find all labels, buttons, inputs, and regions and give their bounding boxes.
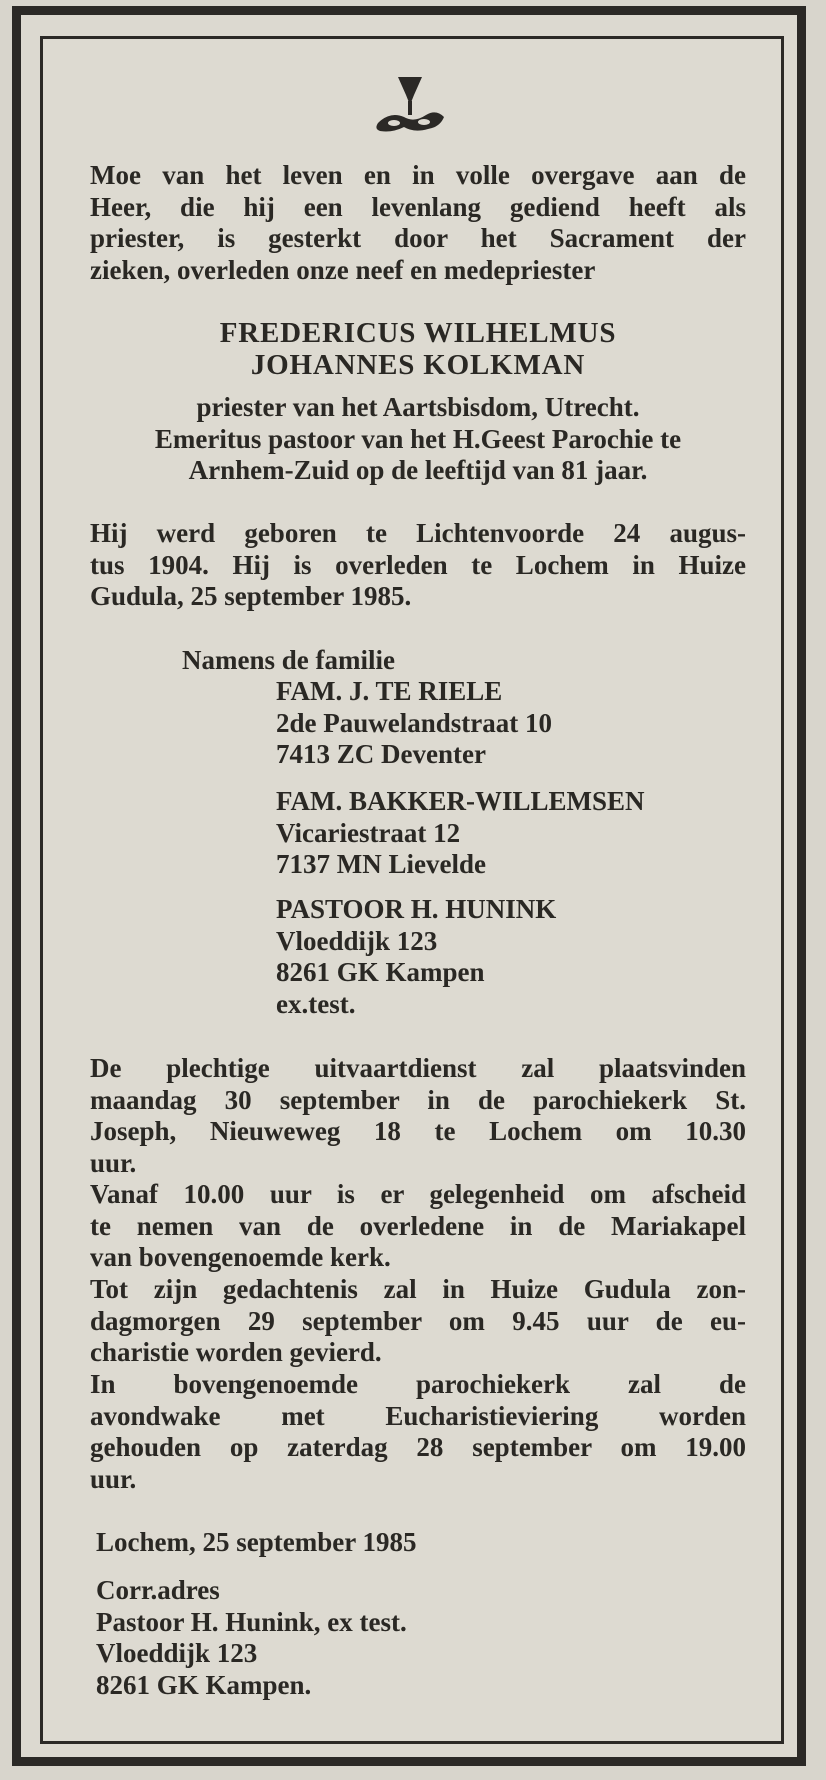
chalice-host-icon xyxy=(370,75,450,137)
family-address-3 xyxy=(276,894,556,1020)
family-note: ex.test. xyxy=(276,988,356,1019)
family-name: FAM. J. TE RIELE xyxy=(276,676,503,706)
vigil-line: gehouden op zaterdag 28 september om 19.00 xyxy=(90,1432,746,1462)
corr-line: Vloeddijk 123 xyxy=(96,1638,258,1668)
place-date: Lochem, 25 september 1985 xyxy=(96,1527,417,1557)
correspondence-address xyxy=(96,1575,752,1701)
birth-line: Gudula, 25 september 1985. xyxy=(90,581,412,611)
birth-line: tus 1904. Hij is overleden te Lochem in Huize xyxy=(90,549,746,580)
corr-line: 8261 GK Kampen. xyxy=(96,1669,312,1700)
name-line: FREDERICUS WILHELMUS xyxy=(219,317,617,349)
role-line: Arnhem-Zuid op de leeftijd van 81 jaar. xyxy=(188,455,648,485)
service-line: Joseph, Nieuweweg 18 te Lochem om 10.30 xyxy=(90,1116,746,1146)
family-street: Vloeddijk 123 xyxy=(276,925,438,956)
role-description xyxy=(90,392,746,487)
vigil-line: avondwake met Eucharistieviering worden xyxy=(90,1400,746,1431)
vigil-paragraph xyxy=(90,1369,746,1495)
family-address-2 xyxy=(276,786,645,881)
family-name: PASTOOR H. HUNINK xyxy=(276,894,557,924)
service-paragraph xyxy=(90,1053,746,1179)
deceased-name xyxy=(90,318,746,381)
vigil-line: In bovengenoemde parochiekerk zal de xyxy=(90,1369,746,1399)
family-street: 2de Pauwelandstraat 10 xyxy=(276,707,552,738)
family-city: 7413 ZC Deventer xyxy=(276,739,486,769)
service-line: De plechtige uitvaartdienst zal plaatsvinden xyxy=(90,1053,746,1083)
intro-paragraph xyxy=(90,160,746,286)
family-city: 8261 GK Kampen xyxy=(276,957,485,987)
family-intro: Namens de familie xyxy=(182,645,395,675)
vigil-line: uur. xyxy=(90,1463,137,1494)
intro-line: Moe van het leven en in volle overgave aan de xyxy=(90,160,746,190)
farewell-line: te nemen van de overledene in de Mariakapel xyxy=(90,1210,746,1241)
farewell-line: Vanaf 10.00 uur is er gelegenheid om afscheid xyxy=(90,1179,746,1209)
farewell-paragraph xyxy=(90,1179,746,1274)
farewell-line: van bovengenoemde kerk. xyxy=(90,1242,391,1272)
birth-paragraph xyxy=(90,518,746,613)
name-line: JOHANNES KOLKMAN xyxy=(250,348,586,381)
family-city: 7137 MN Lievelde xyxy=(276,849,486,879)
intro-line: priester, is gesterkt door het Sacrament der xyxy=(90,223,746,253)
role-line: priester van het Aartsbisdom, Utrecht. xyxy=(196,392,640,422)
intro-line: zieken, overleden onze neef en medepriester xyxy=(90,254,596,285)
memorial-paragraph xyxy=(90,1274,746,1369)
corr-line: Pastoor H. Hunink, ex test. xyxy=(96,1606,407,1637)
intro-line: Heer, die hij een levenlang gediend heeft als xyxy=(90,191,746,222)
family-street: Vicariestraat 12 xyxy=(276,817,461,848)
family-address-1 xyxy=(276,676,552,771)
memorial-line: dagmorgen 29 september om 9.45 uur de eu- xyxy=(90,1305,746,1336)
service-line: uur. xyxy=(90,1147,137,1178)
birth-line: Hij werd geboren te Lichtenvoorde 24 augus- xyxy=(90,518,746,548)
memorial-line: charistie worden gevierd. xyxy=(90,1337,382,1367)
family-name: FAM. BAKKER-WILLEMSEN xyxy=(276,786,645,816)
service-line: maandag 30 september in de parochiekerk St. xyxy=(90,1084,746,1115)
memorial-line: Tot zijn gedachtenis zal in Huize Gudula zon- xyxy=(90,1274,746,1304)
corr-line: Corr.adres xyxy=(96,1575,220,1605)
role-line: Emeritus pastoor van het H.Geest Parochie te xyxy=(154,423,682,454)
